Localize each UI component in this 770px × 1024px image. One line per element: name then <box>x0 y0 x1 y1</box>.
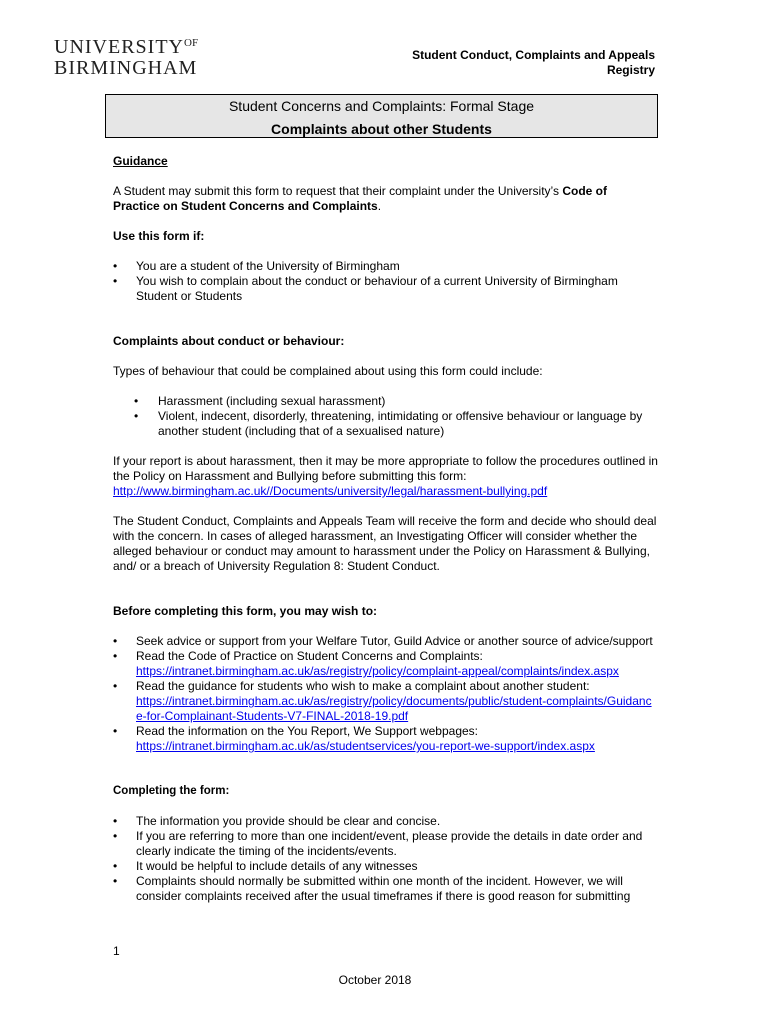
list-item: • You are a student of the University of Birmingham <box>113 259 658 274</box>
university-logo: $UNIVERSITY^{OF}$ BIRMINGHAM <box>54 36 199 79</box>
list-item: • The information you provide should be clear and concise. <box>113 814 658 829</box>
form-title: Student Concerns and Complaints: Formal Stage <box>228 98 535 114</box>
types-intro: Types of behaviour that could be complained about using this form could include: <box>113 364 543 378</box>
footer-date: October 2018 <box>338 973 412 987</box>
list-item: • You wish to complain about the conduct or behaviour of a current University of Birmingham Student or Students <box>113 274 658 304</box>
title-box <box>105 94 658 138</box>
intro-paragraph: A Student may submit this form to request that their complaint under the University’s Code of Practice on Student Concerns and Complaints. <box>113 184 607 213</box>
code-of-practice-link[interactable]: https://intranet.birmingham.ac.uk/as/registry/policy/complaint-appeal/complaints/index.aspx <box>136 664 619 678</box>
list-item: • Read the information on the You Report, We Support webpages: https://intranet.birmingham.ac.uk/as/studentservices/you-report-we-support/index.aspx <box>113 724 658 754</box>
list-item: • Read the guidance for students who wish to make a complaint about another student: https://intranet.birmingham.ac.uk/as/registry/policy/documents/public/student-complaints/Guidance-for-Complainant-Students-V7-FINAL-2018-19.pdf <box>113 679 658 724</box>
page-number: 1 <box>113 944 120 958</box>
guidance-document-link[interactable]: https://intranet.birmingham.ac.uk/as/registry/policy/documents/public/student-complaints/Guidance-for-Complainant-Students-V7-FINAL-2018-19.pdf <box>136 694 652 723</box>
harassment-policy-link[interactable]: http://www.birmingham.ac.uk//Documents/university/legal/harassment-bullying.pdf <box>113 484 548 498</box>
team-paragraph: The Student Conduct, Complaints and Appeals Team will receive the form and decide who should deal with the concern. In cases of alleged harassment, an Investigating Officer will consider whether the alleged behaviour or conduct may amount to harassment under the Policy on Harassment & Bullying, and/ or a breach of University Regulation 8: Student Conduct. <box>113 514 657 573</box>
header-department <box>412 48 655 78</box>
list-item: • Violent, indecent, disorderly, threatening, intimidating or offensive behaviour or language by another student (including that of a sexualised nature) <box>113 409 658 439</box>
types-list <box>113 394 658 439</box>
list-item: • If you are referring to more than one incident/event, please provide the details in date order and clearly indicate the timing of the incidents/events. <box>113 829 658 859</box>
before-list <box>113 634 658 754</box>
header-line-1: Student Conduct, Complaints and Appeals <box>412 48 655 62</box>
harassment-paragraph: If your report is about harassment, then it may be more appropriate to follow the procedures outlined in the Policy on Harassment and Bullying before submitting this form: http://www.birmingham.ac.uk//Documents/university/legal/harassment-bullying.pdf <box>113 454 658 498</box>
completing-heading: Completing the form: <box>113 785 230 797</box>
list-item: • Complaints should normally be submitted within one month of the incident. However, we will consider complaints received after the usual timeframes if there is good reason for submitting <box>113 874 658 904</box>
completing-list <box>113 814 658 904</box>
document-body <box>113 154 658 904</box>
list-item: • Read the Code of Practice on Student Concerns and Complaints: https://intranet.birmingham.ac.uk/as/registry/policy/complaint-appeal/complaints/index.aspx <box>113 649 658 679</box>
before-heading: Before completing this form, you may wish to: <box>113 604 378 618</box>
list-item: • It would be helpful to include details of any witnesses <box>113 859 658 874</box>
use-form-heading: Use this form if: <box>113 229 205 243</box>
use-form-list <box>113 259 658 304</box>
you-report-we-support-link[interactable]: https://intranet.birmingham.ac.uk/as/studentservices/you-report-we-support/index.aspx <box>136 739 595 753</box>
conduct-heading: Complaints about conduct or behaviour: <box>113 334 345 348</box>
form-subtitle: Complaints about other Students <box>271 121 492 137</box>
guidance-heading: Guidance <box>113 154 168 168</box>
list-item: • Harassment (including sexual harassment) <box>113 394 658 409</box>
header-line-2: Registry <box>606 63 655 77</box>
list-item: • Seek advice or support from your Welfare Tutor, Guild Advice or another source of advice/support <box>113 634 658 649</box>
